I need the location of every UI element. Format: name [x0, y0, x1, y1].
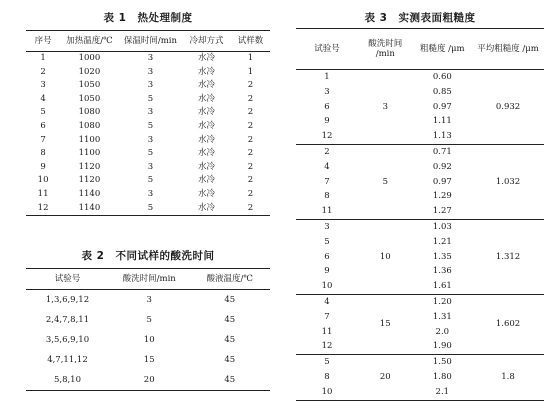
sample-number-cell: 12 — [296, 339, 358, 354]
roughness-cell: 1.31 — [432, 311, 452, 322]
sample-number-cell: 7 — [324, 311, 330, 322]
table-cell: 3 — [147, 80, 154, 91]
column-header: 酸洗时间 /min — [358, 29, 413, 70]
table-cell: 3 — [147, 134, 154, 145]
table-cell: 5 — [147, 148, 154, 159]
table3-title: 表 3 实测表面粗糙度 — [364, 12, 476, 24]
sample-number-cell: 7 — [324, 176, 330, 187]
roughness-cell: 0.97 — [432, 176, 452, 187]
sample-number-cell: 9 — [324, 116, 330, 127]
table-cell: 水冷 — [198, 107, 216, 118]
table-row — [296, 294, 544, 309]
roughness-cell: 1.20 — [432, 296, 452, 307]
table-cell: 2 — [247, 80, 254, 91]
heat-treatment-table — [26, 30, 270, 216]
sample-number-cell: 6 — [324, 251, 330, 262]
pickling-time-cell: 3 — [358, 70, 413, 145]
table-cell: 3 — [40, 80, 46, 91]
table-cell: 7 — [40, 134, 46, 145]
table-cell: 3,5,6,9,10 — [45, 335, 90, 345]
table-cell: 2 — [40, 66, 46, 77]
table-cell: 1080 — [78, 107, 101, 118]
table-cell: 11 — [37, 188, 49, 199]
sample-number-cell: 10 — [321, 386, 333, 397]
table-row — [26, 147, 270, 161]
pickling-time-cell: 20 — [358, 355, 413, 400]
table-cell: 水冷 — [198, 134, 216, 145]
table-row — [26, 161, 270, 175]
roughness-cell: 1.35 — [432, 251, 452, 262]
roughness-cell: 1.50 — [432, 357, 452, 368]
table-row — [26, 174, 270, 188]
column-header: 平均粗糙度 /μm — [472, 29, 544, 70]
table-row — [26, 93, 270, 107]
column-header: 加热温度/℃ — [60, 31, 119, 52]
table-cell: 水冷 — [198, 175, 216, 186]
table-cell: 45 — [224, 355, 236, 365]
table-row — [296, 144, 544, 159]
table-cell: 3 — [147, 107, 154, 118]
sample-number-cell: 3 — [324, 221, 330, 232]
sample-number-cell: 3 — [324, 86, 330, 97]
sample-number-cell: 12 — [296, 129, 358, 144]
roughness-cell: 1.21 — [432, 236, 452, 247]
table-row — [26, 120, 270, 134]
column-header: 冷却方式 — [182, 31, 231, 52]
sample-number-cell: 10 — [296, 279, 358, 294]
table-row — [26, 188, 270, 202]
table-cell: 45 — [224, 375, 236, 385]
table-row — [26, 202, 270, 216]
pickling-time-cell: 15 — [358, 294, 413, 354]
roughness-cell: 1.11 — [432, 116, 452, 127]
column-header: 酸液温度/℃ — [189, 269, 270, 290]
roughness-cell: 1.61 — [413, 279, 473, 294]
table-cell: 1050 — [78, 80, 101, 91]
roughness-cell: 2.1 — [435, 386, 450, 397]
table-cell: 2 — [247, 202, 254, 213]
table-cell: 水冷 — [198, 161, 216, 172]
sample-number-cell: 11 — [296, 204, 358, 219]
average-roughness-cell: 1.312 — [472, 219, 544, 294]
roughness-cell: 1.80 — [432, 371, 452, 382]
column-header: 酸洗时间/min — [109, 269, 190, 290]
sample-number-cell: 9 — [324, 266, 330, 277]
table-cell: 2 — [247, 107, 254, 118]
sample-number-cell: 8 — [324, 371, 330, 382]
table-cell: 3 — [147, 53, 154, 63]
table-row — [26, 330, 270, 350]
roughness-cell: 0.97 — [432, 101, 452, 112]
table-cell: 2 — [247, 175, 254, 186]
table-cell: 15 — [143, 355, 155, 365]
table-cell: 10 — [37, 175, 49, 186]
roughness-cell: 0.60 — [432, 72, 452, 82]
table-cell: 1100 — [78, 134, 101, 145]
table-cell: 20 — [143, 375, 155, 385]
table-cell: 1100 — [78, 148, 101, 159]
table-cell: 1120 — [78, 175, 101, 186]
table-cell: 5 — [147, 202, 154, 213]
table-cell: 5,8,10 — [53, 375, 81, 385]
table-row — [296, 219, 544, 234]
roughness-cell: 1.29 — [432, 191, 452, 202]
column-header: 保温时间/min — [119, 31, 182, 52]
column-header: 试验号 — [296, 29, 358, 70]
table-cell: 2 — [247, 120, 254, 131]
sample-number-cell: 1 — [324, 72, 330, 82]
table-row — [26, 52, 270, 66]
table-cell: 1 — [40, 53, 46, 63]
table-cell: 1140 — [78, 188, 101, 199]
table-row — [26, 66, 270, 80]
roughness-cell: 1.36 — [432, 266, 452, 277]
table-cell: 1120 — [78, 161, 101, 172]
sample-number-cell: 4 — [324, 296, 330, 307]
average-roughness-cell: 1.602 — [472, 294, 544, 354]
table-cell: 2 — [247, 134, 254, 145]
table-cell: 水冷 — [198, 53, 216, 63]
table-cell: 1140 — [78, 202, 101, 213]
table-cell: 10 — [143, 335, 155, 345]
table-cell: 水冷 — [198, 93, 216, 104]
table-cell: 1080 — [78, 120, 101, 131]
average-roughness-cell: 1.8 — [472, 355, 544, 400]
column-header: 试样数 — [231, 31, 270, 52]
sample-number-cell: 2 — [324, 146, 330, 157]
table-cell: 2 — [247, 148, 254, 159]
table-cell: 水冷 — [198, 66, 216, 77]
roughness-cell: 0.85 — [432, 86, 452, 97]
table-cell: 3 — [146, 295, 152, 305]
average-roughness-cell: 1.032 — [472, 144, 544, 219]
table-cell: 5 — [40, 107, 46, 118]
pickling-time-cell: 10 — [358, 219, 413, 294]
table-cell: 1020 — [78, 66, 101, 77]
table-cell: 水冷 — [198, 188, 216, 199]
table-cell: 2 — [247, 93, 254, 104]
column-header: 序号 — [26, 31, 60, 52]
table-row — [296, 70, 544, 85]
table-cell: 水冷 — [198, 80, 216, 91]
table-cell: 45 — [224, 335, 236, 345]
average-roughness-cell: 0.932 — [472, 70, 544, 145]
roughness-cell: 0.71 — [432, 146, 452, 157]
table-cell: 6 — [40, 120, 46, 131]
table2-title: 表 2 不同试样的酸洗时间 — [81, 250, 215, 262]
table-cell: 2,4,7,8,11 — [45, 315, 90, 325]
column-header: 试验号 — [26, 269, 109, 290]
sample-number-cell: 6 — [324, 101, 330, 112]
table-cell: 2 — [247, 161, 254, 172]
sample-number-cell: 5 — [324, 236, 330, 247]
pickling-time-cell: 5 — [358, 144, 413, 219]
table-row — [26, 370, 270, 391]
table-row — [26, 106, 270, 120]
table-cell: 1 — [247, 66, 254, 77]
surface-roughness-table — [296, 28, 544, 401]
table-cell: 3 — [147, 66, 154, 77]
roughness-cell: 0.92 — [432, 161, 452, 172]
roughness-cell: 1.90 — [413, 339, 473, 354]
table-cell: 水冷 — [198, 120, 216, 131]
sample-number-cell: 8 — [324, 191, 330, 202]
table-cell: 1,3,6,9,12 — [45, 295, 90, 305]
table-row — [296, 355, 544, 370]
sample-number-cell: 4 — [324, 161, 330, 172]
table-cell: 9 — [40, 161, 46, 172]
table-cell: 4,7,11,12 — [47, 355, 88, 365]
roughness-cell: 1.27 — [413, 204, 473, 219]
table-row — [26, 79, 270, 93]
table-cell: 5 — [147, 120, 154, 131]
table-cell: 3 — [147, 188, 154, 199]
table-row — [26, 350, 270, 370]
column-header: 粗糙度 /μm — [413, 29, 473, 70]
sample-number-cell: 5 — [324, 357, 330, 368]
table-cell: 1050 — [78, 93, 101, 104]
table-row — [26, 134, 270, 148]
table-cell: 5 — [147, 93, 154, 104]
table-cell: 1 — [247, 53, 254, 63]
table-cell: 2 — [247, 188, 254, 199]
table1-title: 表 1 热处理制度 — [103, 12, 193, 24]
table-row — [26, 290, 270, 311]
table-cell: 4 — [40, 93, 46, 104]
roughness-cell: 2.0 — [435, 326, 450, 337]
table-cell: 1000 — [78, 53, 101, 63]
table-cell: 水冷 — [198, 148, 216, 159]
table-cell: 5 — [147, 175, 154, 186]
roughness-cell: 1.03 — [432, 221, 452, 232]
roughness-cell: 1.13 — [413, 129, 473, 144]
table-cell: 12 — [37, 202, 49, 213]
table-cell: 45 — [224, 295, 236, 305]
table-cell: 3 — [147, 161, 154, 172]
pickling-time-table — [26, 268, 270, 391]
table-cell: 5 — [146, 315, 152, 325]
table-cell: 水冷 — [198, 202, 216, 213]
table-cell: 45 — [224, 315, 236, 325]
sample-number-cell: 11 — [321, 326, 333, 337]
table-row — [26, 310, 270, 330]
table-cell: 8 — [40, 148, 46, 159]
